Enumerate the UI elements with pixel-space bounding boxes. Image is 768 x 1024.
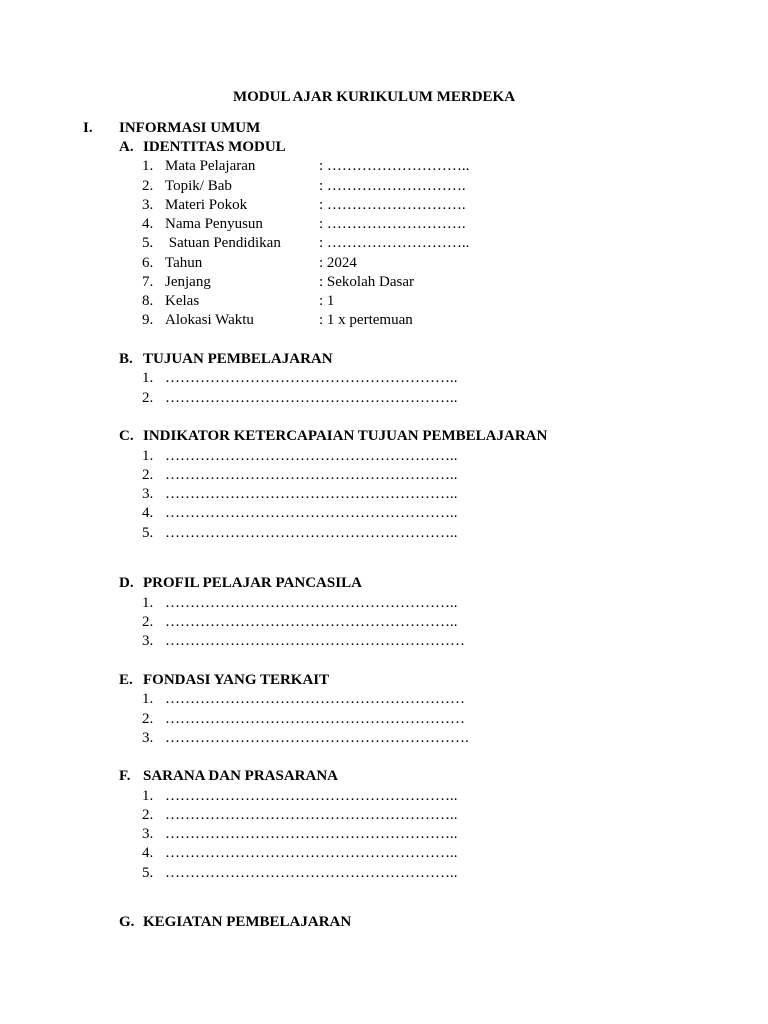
identity-row-number: 5. — [142, 235, 154, 251]
list-item-text: …………………………………………………… — [165, 633, 465, 649]
list-item-number: 1. — [142, 370, 154, 386]
identity-row-value: : 2024 — [319, 255, 357, 271]
list-item-number: 1. — [142, 691, 154, 707]
identity-row-number: 3. — [142, 197, 154, 213]
identity-row-value: : 1 x pertemuan — [319, 312, 413, 328]
identity-row-label: Kelas — [165, 293, 200, 309]
identity-row-number: 2. — [142, 178, 154, 194]
list-item-number: 2. — [142, 390, 154, 406]
section-d-letter: D. — [119, 575, 134, 591]
section-a-heading: IDENTITAS MODUL — [143, 139, 286, 155]
list-item-text: …………………………………………………… — [165, 711, 465, 727]
identity-row-number: 1. — [142, 158, 154, 174]
section-g-heading: KEGIATAN PEMBELAJARAN — [143, 914, 352, 930]
identity-row-value: : ……………………….. — [319, 235, 470, 251]
list-item-number: 2. — [142, 807, 154, 823]
identity-row-label: Materi Pokok — [165, 197, 248, 213]
identity-row-label: Topik/ Bab — [165, 178, 232, 194]
list-item-number: 2. — [142, 614, 154, 630]
section-d-heading: PROFIL PELAJAR PANCASILA — [143, 575, 362, 591]
list-item-number: 3. — [142, 633, 154, 649]
list-item-number: 3. — [142, 826, 154, 842]
list-item-text: ………………………………………………….. — [165, 845, 458, 861]
section-b-heading: TUJUAN PEMBELAJARAN — [143, 351, 333, 367]
identity-row-label: Nama Penyusun — [165, 216, 263, 232]
list-item-number: 5. — [142, 865, 154, 881]
list-item-text: ……………………………………………………. — [165, 730, 469, 746]
list-item-text: ………………………………………………….. — [165, 370, 458, 386]
section-c-heading: INDIKATOR KETERCAPAIAN TUJUAN PEMBELAJARAN — [143, 428, 548, 444]
list-item-text: …………………………………………………… — [165, 691, 465, 707]
identity-row-value: : ……………………….. — [319, 158, 470, 174]
section-e-letter: E. — [119, 672, 133, 688]
identity-row-value: : Sekolah Dasar — [319, 274, 414, 290]
section-a-letter: A. — [119, 139, 134, 155]
list-item-number: 1. — [142, 788, 154, 804]
identity-row-value: : ………………………. — [319, 197, 466, 213]
list-item-text: ………………………………………………….. — [165, 525, 458, 541]
list-item-number: 5. — [142, 525, 154, 541]
list-item-text: ………………………………………………….. — [165, 614, 458, 630]
list-item-text: ………………………………………………….. — [165, 595, 458, 611]
list-item-text: ………………………………………………….. — [165, 865, 458, 881]
section-b-letter: B. — [119, 351, 133, 367]
list-item-number: 1. — [142, 448, 154, 464]
section-f-heading: SARANA DAN PRASARANA — [143, 768, 339, 784]
list-item-number: 3. — [142, 486, 154, 502]
section-f-letter: F. — [119, 768, 131, 784]
identity-row-value: : ………………………. — [319, 178, 466, 194]
list-item-number: 4. — [142, 845, 154, 861]
list-item-text: ………………………………………………….. — [165, 826, 458, 842]
identity-row-label: Alokasi Waktu — [165, 312, 254, 328]
identity-row-number: 7. — [142, 274, 154, 290]
identity-row-value: : 1 — [319, 293, 335, 309]
list-item-number: 1. — [142, 595, 154, 611]
list-item-number: 2. — [142, 711, 154, 727]
document-title: MODUL AJAR KURIKULUM MERDEKA — [232, 89, 516, 105]
section-g-letter: G. — [119, 914, 135, 930]
list-item-text: ………………………………………………….. — [165, 807, 458, 823]
list-item-text: ………………………………………………….. — [165, 448, 458, 464]
identity-row-number: 9. — [142, 312, 154, 328]
list-item-number: 3. — [142, 730, 154, 746]
list-item-number: 2. — [142, 467, 154, 483]
list-item-text: ………………………………………………….. — [165, 390, 458, 406]
part-number: I. — [83, 120, 93, 136]
identity-row-label: Satuan Pendidikan — [165, 235, 281, 251]
part-heading: INFORMASI UMUM — [119, 120, 261, 136]
identity-row-label: Jenjang — [165, 274, 211, 290]
section-e-heading: FONDASI YANG TERKAIT — [143, 672, 330, 688]
section-c-letter: C. — [119, 428, 134, 444]
identity-row-number: 8. — [142, 293, 154, 309]
identity-row-number: 4. — [142, 216, 154, 232]
list-item-text: ………………………………………………….. — [165, 788, 458, 804]
list-item-text: ………………………………………………….. — [165, 505, 458, 521]
identity-row-value: : ………………………. — [319, 216, 466, 232]
list-item-text: ………………………………………………….. — [165, 486, 458, 502]
list-item-number: 4. — [142, 505, 154, 521]
identity-row-label: Mata Pelajaran — [165, 158, 256, 174]
identity-row-number: 6. — [142, 255, 154, 271]
list-item-text: ………………………………………………….. — [165, 467, 458, 483]
identity-row-label: Tahun — [165, 255, 203, 271]
